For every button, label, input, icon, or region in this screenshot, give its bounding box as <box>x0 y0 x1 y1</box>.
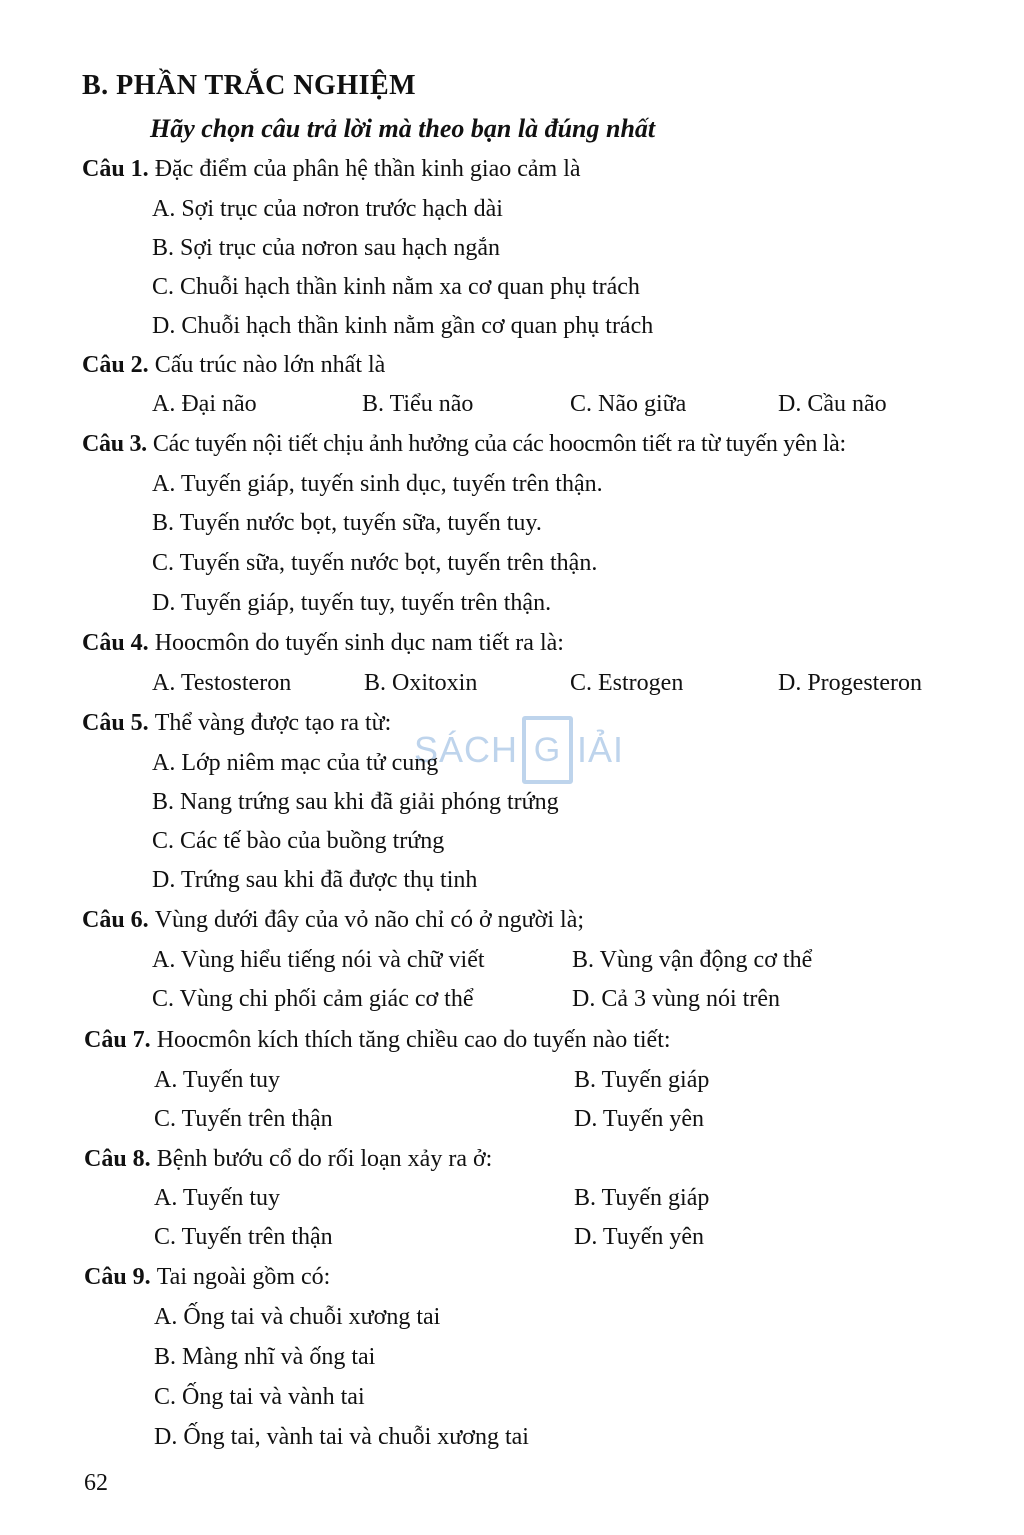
question-text: Cấu trúc nào lớn nhất là <box>154 352 386 378</box>
option-3d: D. Tuyến giáp, tuyến tuy, tuyến trên thận. <box>152 590 552 616</box>
question-text: Các tuyến nội tiết chịu ảnh hưởng của các hoocmôn tiết ra từ tuyến yên là: <box>152 431 846 457</box>
question-label: Câu 8. <box>84 1146 151 1172</box>
option-7d: D. Tuyến yên <box>574 1106 705 1132</box>
section-title: B. PHẦN TRẮC NGHIỆM <box>82 70 417 101</box>
question-label: Câu 2. <box>82 352 149 378</box>
watermark-text-left: SÁCH <box>414 729 519 770</box>
option-4d: D. Progesteron <box>778 670 922 696</box>
option-4b: B. Oxitoxin <box>364 670 478 696</box>
question-label: Câu 3. <box>82 431 147 457</box>
question-4 <box>82 630 564 657</box>
watermark-logo <box>414 718 624 782</box>
option-9a: A. Ống tai và chuỗi xương tai <box>154 1304 441 1330</box>
watermark-box: G <box>522 716 573 784</box>
option-9b: B. Màng nhĩ và ống tai <box>154 1344 376 1370</box>
question-text: Vùng dưới đây của vỏ não chỉ có ở người là; <box>154 907 585 933</box>
question-text: Hoocmôn kích thích tăng chiều cao do tuyến nào tiết: <box>156 1027 671 1053</box>
question-7 <box>84 1027 671 1054</box>
question-1 <box>82 156 581 183</box>
question-3 <box>82 431 846 458</box>
option-1d: D. Chuỗi hạch thần kinh nằm gần cơ quan phụ trách <box>152 313 654 339</box>
question-label: Câu 4. <box>82 630 149 656</box>
question-8 <box>84 1146 492 1173</box>
option-9d: D. Ống tai, vành tai và chuỗi xương tai <box>154 1424 529 1450</box>
question-text: Đặc điểm của phân hệ thần kinh giao cảm là <box>154 156 581 182</box>
option-5c: C. Các tế bào của buồng trứng <box>152 828 445 854</box>
question-6 <box>82 907 584 934</box>
question-label: Câu 1. <box>82 156 149 182</box>
question-9 <box>84 1264 330 1291</box>
question-text: Hoocmôn do tuyến sinh dục nam tiết ra là: <box>154 630 564 656</box>
option-2c: C. Não giữa <box>570 391 687 417</box>
option-5b: B. Nang trứng sau khi đã giải phóng trứng <box>152 789 559 815</box>
option-1c: C. Chuỗi hạch thần kinh nằm xa cơ quan phụ trách <box>152 274 640 300</box>
question-text: Tai ngoài gồm có: <box>156 1264 331 1290</box>
option-8a: A. Tuyến tuy <box>154 1185 281 1211</box>
option-7a: A. Tuyến tuy <box>154 1067 281 1093</box>
option-7c: C. Tuyến trên thận <box>154 1106 333 1132</box>
option-5a: A. Lớp niêm mạc của tử cung <box>152 750 439 776</box>
option-9c: C. Ống tai và vành tai <box>154 1384 365 1410</box>
question-label: Câu 7. <box>84 1027 151 1053</box>
option-2d: D. Cầu não <box>778 391 887 417</box>
option-6b: B. Vùng vận động cơ thể <box>572 947 813 973</box>
option-6c: C. Vùng chi phối cảm giác cơ thể <box>152 986 474 1012</box>
watermark-text-right: IẢI <box>576 729 624 770</box>
question-5 <box>82 710 391 737</box>
option-2a: A. Đại não <box>152 391 257 417</box>
question-2 <box>82 352 385 379</box>
option-3c: C. Tuyến sữa, tuyến nước bọt, tuyến trên thận. <box>152 550 598 576</box>
option-4a: A. Testosteron <box>152 670 292 696</box>
question-text: Thể vàng được tạo ra từ: <box>154 710 392 736</box>
option-3a: A. Tuyến giáp, tuyến sinh dục, tuyến trên thận. <box>152 471 603 497</box>
question-label: Câu 5. <box>82 710 149 736</box>
option-8c: C. Tuyến trên thận <box>154 1224 333 1250</box>
question-text: Bệnh bướu cổ do rối loạn xảy ra ở: <box>156 1146 493 1172</box>
option-1b: B. Sợi trục của nơron sau hạch ngắn <box>152 235 500 261</box>
option-6d: D. Cả 3 vùng nói trên <box>572 986 780 1012</box>
option-5d: D. Trứng sau khi đã được thụ tinh <box>152 867 478 893</box>
question-label: Câu 6. <box>82 907 149 933</box>
option-8d: D. Tuyến yên <box>574 1224 705 1250</box>
option-6a: A. Vùng hiểu tiếng nói và chữ viết <box>152 947 485 973</box>
option-3b: B. Tuyến nước bọt, tuyến sữa, tuyến tuy. <box>152 510 542 536</box>
question-label: Câu 9. <box>84 1264 151 1290</box>
instruction: Hãy chọn câu trả lời mà theo bạn là đúng nhất <box>150 114 656 143</box>
option-4c: C. Estrogen <box>570 670 684 696</box>
option-8b: B. Tuyến giáp <box>574 1185 710 1211</box>
option-7b: B. Tuyến giáp <box>574 1067 710 1093</box>
option-1a: A. Sợi trục của nơron trước hạch dài <box>152 196 503 222</box>
option-2b: B. Tiểu não <box>362 391 474 417</box>
page-number: 62 <box>84 1470 108 1496</box>
